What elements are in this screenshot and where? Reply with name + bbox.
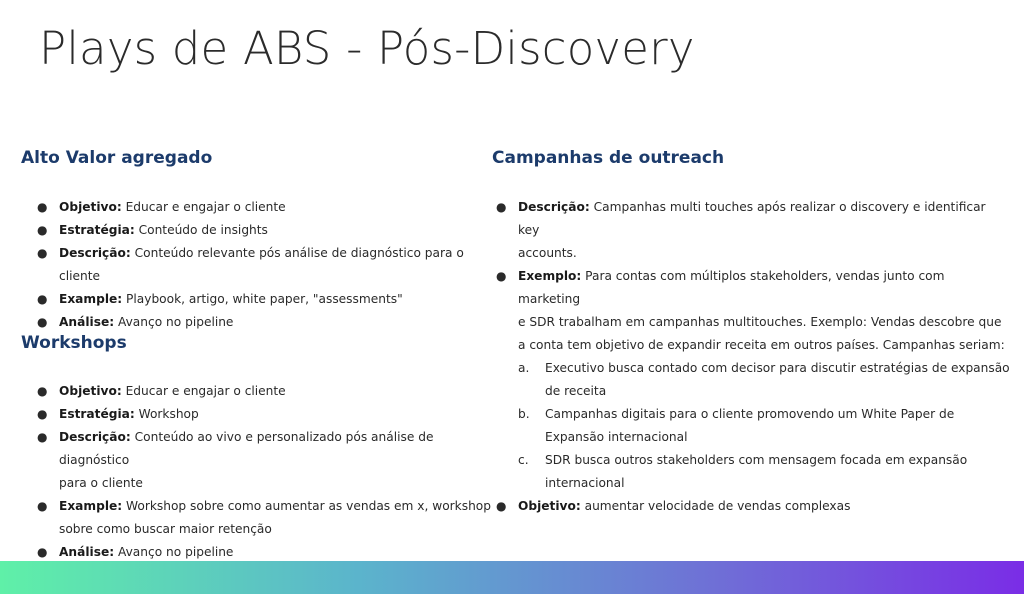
item-text: aumentar velocidade de vendas complexas <box>580 499 851 513</box>
list-item <box>480 495 1010 518</box>
item-text: Conteúdo de insights <box>134 223 268 237</box>
item-text: Workshop <box>134 407 199 421</box>
bullet-icon: ● <box>37 292 48 306</box>
item-text: Conteúdo ao vivo e personalizado pós análise de diagnóstico <box>59 430 434 467</box>
sub-item-text: Campanhas digitais para o cliente promovendo um White Paper de <box>545 407 955 421</box>
bullet-icon: ● <box>37 200 48 214</box>
campanhas-list <box>480 196 1010 518</box>
item-label: Estratégia: <box>59 223 135 237</box>
sub-list-marker: c. <box>518 453 529 467</box>
bullet-icon: ● <box>37 499 48 513</box>
list-item <box>480 265 1010 357</box>
list-item <box>21 426 491 495</box>
sub-list-item <box>480 357 1010 403</box>
list-item <box>21 380 491 403</box>
bullet-icon: ● <box>496 499 507 513</box>
item-label: Descrição: <box>59 430 131 444</box>
item-text: Educar e engajar o cliente <box>121 384 286 398</box>
item-text-continued: a conta tem objetivo de expandir receita em outros países. Campanhas seriam: <box>518 338 1005 352</box>
sub-item-text-continued: de receita <box>545 384 607 398</box>
list-item <box>21 311 491 334</box>
item-label: Descrição: <box>518 200 590 214</box>
list-item <box>480 196 1010 265</box>
list-item <box>21 288 491 311</box>
workshops-list <box>21 380 491 564</box>
sub-item-text-continued: internacional <box>545 476 625 490</box>
item-label: Análise: <box>59 545 115 559</box>
sub-list-item <box>480 403 1010 449</box>
slide-title: Plays de ABS - Pós-Discovery <box>39 22 695 75</box>
item-label: Descrição: <box>59 246 131 260</box>
item-text-continued: e SDR trabalham em campanhas multitouches. Exemplo: Vendas descobre que <box>518 315 1002 329</box>
item-text: Conteúdo relevante pós análise de diagnóstico para o cliente <box>59 246 464 283</box>
sub-item-text-continued: Expansão internacional <box>545 430 688 444</box>
list-item <box>21 403 491 426</box>
bullet-icon: ● <box>37 315 48 329</box>
list-item <box>21 242 491 288</box>
item-text-continued: sobre como buscar maior retenção <box>59 522 272 536</box>
section-heading-alto-valor: Alto Valor agregado <box>21 148 213 168</box>
bullet-icon: ● <box>37 407 48 421</box>
list-item <box>21 196 491 219</box>
item-text: Workshop sobre como aumentar as vendas em x, workshop <box>122 499 491 513</box>
section-heading-workshops: Workshops <box>21 333 127 353</box>
item-label: Example: <box>59 499 123 513</box>
sub-item-text: SDR busca outros stakeholders com mensagem focada em expansão <box>545 453 968 467</box>
sub-list-marker: a. <box>518 361 530 375</box>
bullet-icon: ● <box>37 246 48 260</box>
item-text: Para contas com múltiplos stakeholders, vendas junto com marketing <box>518 269 945 306</box>
item-text: Avanço no pipeline <box>114 545 234 559</box>
footer-gradient-bar <box>0 561 1024 594</box>
bullet-icon: ● <box>496 269 507 283</box>
item-text: Educar e engajar o cliente <box>121 200 286 214</box>
item-text-continued: para o cliente <box>59 476 143 490</box>
bullet-icon: ● <box>37 430 48 444</box>
sub-item-text: Executivo busca contado com decisor para discutir estratégias de expansão <box>545 361 1010 375</box>
item-label: Objetivo: <box>59 384 122 398</box>
item-label: Example: <box>59 292 123 306</box>
bullet-icon: ● <box>496 200 507 214</box>
alto-valor-list <box>21 196 491 334</box>
item-text: Playbook, artigo, white paper, "assessments" <box>122 292 403 306</box>
bullet-icon: ● <box>37 545 48 559</box>
item-label: Objetivo: <box>518 499 581 513</box>
item-label: Estratégia: <box>59 407 135 421</box>
item-label: Exemplo: <box>518 269 582 283</box>
item-label: Análise: <box>59 315 115 329</box>
bullet-icon: ● <box>37 384 48 398</box>
bullet-icon: ● <box>37 223 48 237</box>
item-label: Objetivo: <box>59 200 122 214</box>
list-item <box>21 219 491 242</box>
section-heading-campanhas: Campanhas de outreach <box>492 148 725 168</box>
item-text-continued: accounts. <box>518 246 577 260</box>
sub-list-marker: b. <box>518 407 530 421</box>
sub-list-item <box>480 449 1010 495</box>
list-item <box>21 495 491 541</box>
item-text: Campanhas multi touches após realizar o discovery e identificar key <box>518 200 986 237</box>
item-text: Avanço no pipeline <box>114 315 234 329</box>
